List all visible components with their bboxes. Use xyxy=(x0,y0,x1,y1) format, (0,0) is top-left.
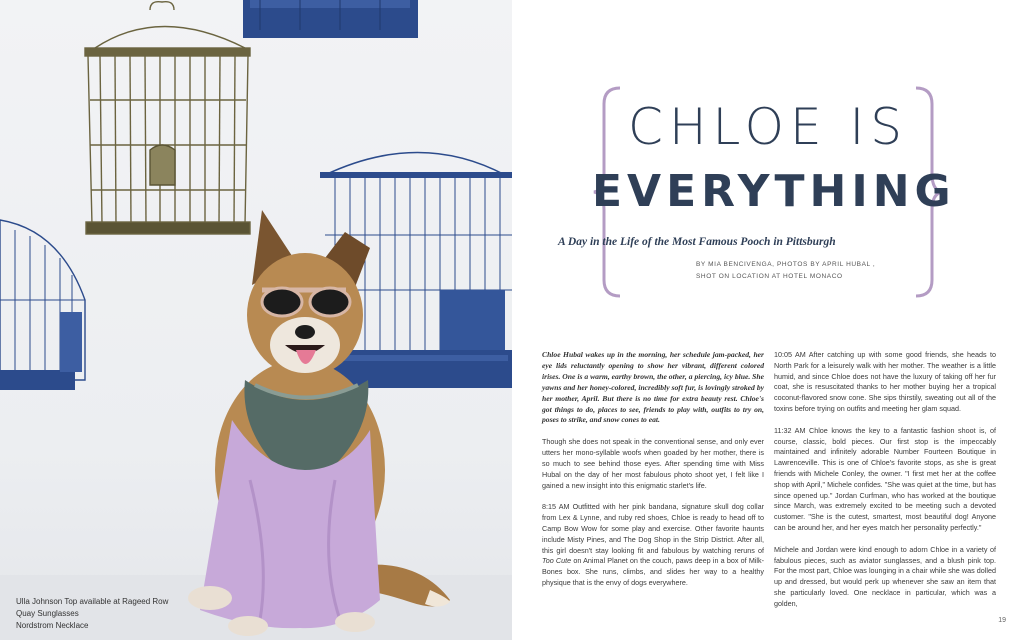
lead-paragraph: Chloe Hubal wakes up in the morning, her schedule jam-packed, her eye lids reluctantly opening to show her vibrant, different colored irises. One is a warm, earthy brown, the other, a piercing, icy blue. She yawns and her honey-colored, incredibly soft fur, is lovingly stroked by her mother, April. But there is no time for extra beauty rest. Chloe's got things to do, places to see, friends to play with, outfits to try on, poses to strike, and snow cones to eat. xyxy=(542,350,764,425)
article-title-line1: CHLOE IS xyxy=(628,98,908,156)
blue-birdcage-left xyxy=(0,220,85,390)
article-column-1 xyxy=(542,350,764,600)
text-span: 8:15 AM Outfitted with her pink bandana, signature skull dog collar from Lex & Lynne, and ruby red shoes, Chloe is ready to head off to Camp Bow Wow for some play and exercise. Other favorite haunts include Misty Pines, and The Dog Shop in the Strip District. After all, this girl doesn't stay looking fit and fabulous by watching reruns of xyxy=(542,502,764,555)
article-page xyxy=(512,0,1024,640)
paragraph-8-15am xyxy=(542,502,764,588)
byline-authors: BY MIA BENCIVENGA, PHOTOS BY APRIL HUBAL , xyxy=(696,261,876,268)
show-title: Too Cute xyxy=(542,556,572,566)
paragraph-10-05am: 10:05 AM After catching up with some good friends, she heads to North Park for a leisurely walk with her mother. The weather is a little humid, and since Chloe does not have the luxury of taking off her fur coat, she is resuscitated thanks to her mother buying her a tropical coconut-flavored snow cone. She sips thirstily, sweating out all of the toxins before trying on outfits and meeting her glam squad. xyxy=(774,350,996,413)
paragraph: Though she does not speak in the conventional sense, and only ever utters her mono-syllable woofs when goaded by her mother, there is so much to see behind those eyes. After spending time with Miss Hubal on the day of her most fabulous photo shoot yet, I felt like I gained a new insight into this enigmatic starlet's life. xyxy=(542,437,764,490)
dog-paw-front-left xyxy=(228,616,268,636)
paragraph: Michele and Jordan were kind enough to adorn Chloe in a variety of fabulous pieces, such as aviator sunglasses, and a blush pink top. For the most part, Chloe was lounging in a chair while she was dolled up and dressed, but would perk up whenever she saw an item that she particularly loved. One necklace in particular, which was a golden, xyxy=(774,544,996,608)
credit-necklace: Nordstrom Necklace xyxy=(16,621,89,630)
paragraph-11-32am: 11:32 AM Chloe knows the key to a fantastic fashion shoot is, of course, classic, bold pieces. Our first stop is the impeccably maintained and infinitely adorable Number Fourteen Boutique in Lawrenceville. This is one of Chloe's favorite stops, as she is great friends with Michele Conley, the owner. "I first met her at the coffee shop with April," Michele confides. "She was quiet at the time, but has since opened up." Jordan Curfman, who has worked at the boutique since March, was extremely excited to be meeting such a devoted customer. "She is the cutest, smartest, most beautiful dog! Anyone can be around her, and her eyes match her personality perfectly." xyxy=(774,425,996,532)
byline-location: SHOT ON LOCATION AT HOTEL MONACO xyxy=(696,273,843,280)
byline xyxy=(696,259,936,283)
dog-nose xyxy=(295,325,315,339)
photo-credits xyxy=(16,596,168,632)
dog xyxy=(188,210,385,636)
text-span: on Animal Planet on the couch, paws deep in a box of Milk-Bones box. She runs, climbs, and slides her way to a healthy physique that is the envy of dogs everywhere. xyxy=(542,556,765,587)
article-title-line2: EVERYTHING xyxy=(592,166,956,217)
article-column-2 xyxy=(774,350,996,621)
olive-birdcage xyxy=(85,2,250,234)
dog-paw-left xyxy=(188,586,232,610)
article-subtitle: A Day in the Life of the Most Famous Pooch in Pittsburgh xyxy=(558,236,836,248)
dog-paw-front-right xyxy=(335,612,375,632)
credit-sunglasses: Quay Sunglasses xyxy=(16,609,79,618)
page-number: 19 xyxy=(998,617,1006,624)
blue-birdcage-top xyxy=(243,0,418,38)
credit-top: Ulla Johnson Top available at Rageed Row xyxy=(16,597,169,606)
